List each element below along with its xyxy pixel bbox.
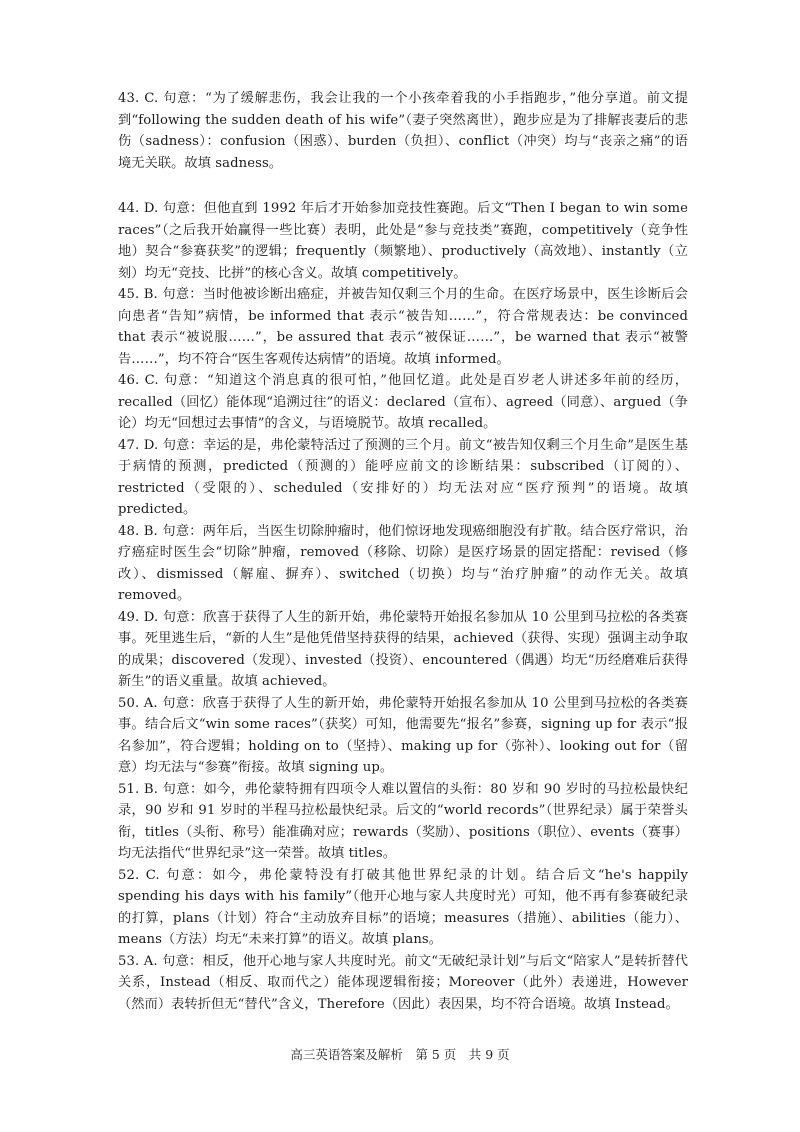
entry-53: 53. A. 句意：相反，他开心地与家人共度时光。前文“无破纪录计划”与后文“陪家人”是转折替代关系，Instead（相反、取而代之）能体现逻辑衔接；Moreover（此外）表递进，However（然而）表转折但无“替代”含义，Therefore（因此）表因果，均不符合语境。故填 Instead。 xyxy=(118,953,688,1012)
entry-48: 48. B. 句意：两年后，当医生切除肿瘤时，他们惊讶地发现癌细胞没有扩散。结合医疗常识，治疗癌症时医生会“切除”肿瘤，removed（移除、切除）是医疗场景的固定搭配：revised（修改）、dismissed（解雇、摒弃）、switched（切换）均与“治疗肿瘤”的动作无关。故填 removed。 xyxy=(118,523,688,603)
entry-50: 50. A. 句意：欣喜于获得了人生的新开始，弗伦蒙特开始报名参加从 10 公里到马拉松的各类赛事。结合后文“win some races”（获奖）可知，他需要先“报名”参赛，signing up for 表示“报名参加”，符合逻辑；holding on to（坚持）、making up for（弥补）、looking out for（留意）均无法与“参赛”衔接。故填 signing up。 xyxy=(118,695,688,775)
entry-49: 49. D. 句意：欣喜于获得了人生的新开始，弗伦蒙特开始报名参加从 10 公里到马拉松的各类赛事。死里逃生后，“新的人生”是他凭借坚持获得的结果，achieved（获得、实现）强调主动争取的成果；discovered（发现）、invested（投资）、encountered（偶遇）均无“历经磨难后获得新生”的语义重量。故填 achieved。 xyxy=(118,609,688,689)
entry-46: 46. C. 句意：“知道这个消息真的很可怕，”他回忆道。此处是百岁老人讲述多年前的经历，recalled（回忆）能体现“追溯过往”的语义：declared（宣布）、agreed（同意）、argued（争论）均无“回想过去事情”的含义，与语境脱节。故填 recalled。 xyxy=(118,373,688,431)
entry-45: 45. B. 句意：当时他被诊断出癌症，并被告知仅剩三个月的生命。在医疗场景中，医生诊断后会向患者“告知”病情，be informed that 表示“被告知……”，符合常规表达：be convinced that 表示“被说服……”，be assured that 表示“被保证……”，be warned that 表示“被警告……”，均不符合“医生客观传达病情”的语境。故填 informed。 xyxy=(118,287,688,367)
entry-43: 43. C. 句意：“为了缓解悲伤，我会让我的一个小孩牵着我的小手指跑步，”他分享道。前文提到“following the sudden death of his wife”（妻子突然离世），跑步应是为了排解丧妻后的悲伤（sadness）：confusion（困惑）、burden（负担）、conflict（冲突）均与“丧亲之痛”的语境无关联。故填 sadness。 xyxy=(118,91,688,171)
answer-explanations xyxy=(118,88,688,1015)
page-footer: 高三英语答案及解析 第 5 页 共 9 页 xyxy=(290,1047,510,1062)
entry-47: 47. D. 句意：幸运的是，弗伦蒙特活过了预测的三个月。前文“被告知仅剩三个月生命”是医生基于病情的预测，predicted（预测的）能呼应前文的诊断结果：subscribed（订阅的）、restricted（受限的）、scheduled（安排好的）均无法对应“医疗预判”的语境。故填 predicted。 xyxy=(118,437,688,517)
entry-51: 51. B. 句意：如今，弗伦蒙特拥有四项令人难以置信的头衔：80 岁和 90 岁时的马拉松最快纪录，90 岁和 91 岁时的半程马拉松最快纪录。后文的“world records”（世界纪录）属于荣誉头衔，titles（头衔、称号）能准确对应；rewards（奖励）、positions（职位）、events（赛事）均无法指代“世界纪录”这一荣誉。故填 titles。 xyxy=(118,781,688,861)
entry-52: 52. C. 句意：如今，弗伦蒙特没有打破其他世界纪录的计划。结合后文“he's happily spending his days with his family”（他开心地与家人共度时光）可知，他不再有参赛破纪录的打算，plans（计划）符合“主动放弃目标”的语境；measures（措施）、abilities（能力）、means（方法）均无“未来打算”的语义。故填 plans。 xyxy=(118,867,688,947)
entry-44: 44. D. 句意：但他直到 1992 年后才开始参加竞技性赛跑。后文“Then I began to win some races”（之后我开始赢得一些比赛）表明，此处是“参与竞技类”赛跑，competitively（竞争性地）契合“参赛获奖”的逻辑；frequently（频繁地）、productively（高效地）、instantly（立刻）均无“竞技、比拼”的核心含义。故填 competitively。 xyxy=(118,201,688,281)
